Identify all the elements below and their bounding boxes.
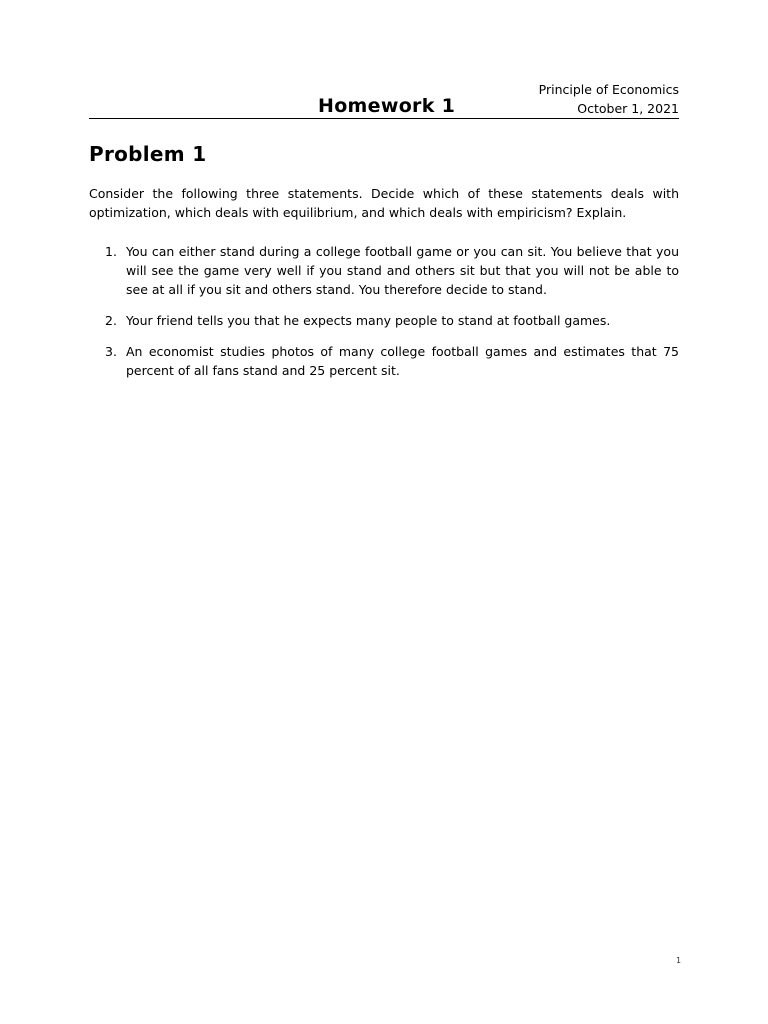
statement-text: Your friend tells you that he expects many people to stand at football games.	[126, 313, 611, 328]
statement-number: 2.	[105, 313, 117, 328]
page-number: 1	[676, 956, 682, 965]
statement-number: 3.	[105, 344, 117, 359]
statement-item	[89, 242, 679, 299]
problem-title: Problem 1	[89, 142, 207, 166]
statement-item	[89, 311, 679, 330]
statement-list	[89, 242, 679, 392]
page-header	[89, 78, 679, 119]
statement-text: An economist studies photos of many college football games and estimates that 75 percent of all fans stand and 25 percent sit.	[126, 344, 679, 378]
header-date: October 1, 2021	[577, 101, 679, 116]
statement-text: You can either stand during a college football game or you can sit. You believe that you will see the game very well if you stand and others sit but that you will not be able to see at all if you sit and others stand. You therefore decide to stand.	[126, 244, 679, 297]
problem-intro: Consider the following three statements. Decide which of these statements deals with optimization, which deals with equilibrium, and which deals with empiricism? Explain.	[89, 186, 679, 220]
statement-item	[89, 342, 679, 380]
homework-title: Homework 1	[318, 95, 456, 117]
statement-number: 1.	[105, 244, 117, 259]
course-name: Principle of Economics	[538, 82, 679, 97]
